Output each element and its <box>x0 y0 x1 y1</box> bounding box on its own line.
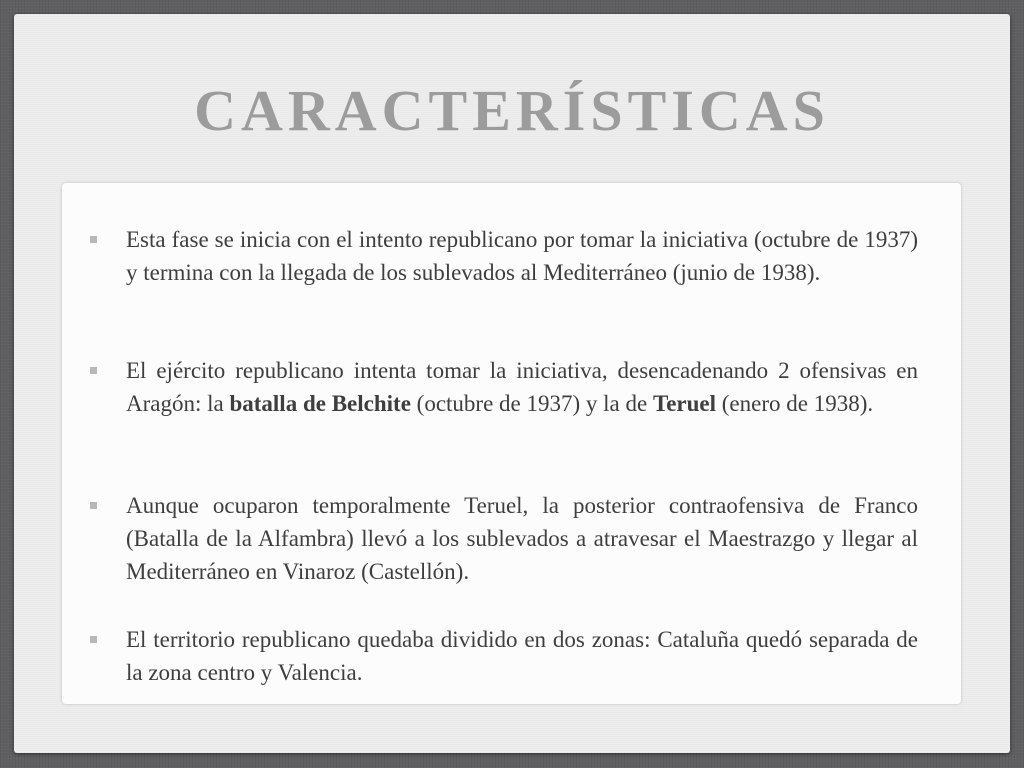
bullet-item-3 <box>126 489 918 588</box>
bullet-text: El ejército republicano intenta tomar la iniciativa, desencadenando 2 ofensivas en Aragón: la <box>126 358 918 416</box>
square-bullet-icon <box>90 236 97 243</box>
bullet-bold-text: Teruel <box>652 391 717 416</box>
content-panel <box>62 183 961 704</box>
bullet-text: Esta fase se inicia con el intento republicano por tomar la iniciativa (octubre de 1937) y termina con la llegada de los sublevados al Mediterráneo (junio de 1938). <box>126 227 918 285</box>
bullet-text: (enero de 1938). <box>716 391 874 416</box>
bullet-bold-text: batalla de Belchite <box>229 391 411 416</box>
bullet-text: El territorio republicano quedaba dividido en dos zonas: Cataluña quedó separada de la zona centro y Valencia. <box>126 627 918 685</box>
square-bullet-icon <box>90 367 97 374</box>
square-bullet-icon <box>90 636 97 643</box>
bullet-text: Aunque ocuparon temporalmente Teruel, la posterior contraofensiva de Franco (Batalla de la Alfambra) llevó a los sublevados a atravesar el Maestrazgo y llegar al Mediterráneo en Vinaroz (Castellón). <box>126 493 918 584</box>
bullet-item-1 <box>126 223 918 289</box>
square-bullet-icon <box>90 502 97 509</box>
bullet-item-2 <box>126 354 918 420</box>
bullet-item-4 <box>126 623 918 689</box>
bullet-text: (octubre de 1937) y la de <box>410 391 653 416</box>
slide-title: CARACTERÍSTICAS <box>194 78 830 143</box>
